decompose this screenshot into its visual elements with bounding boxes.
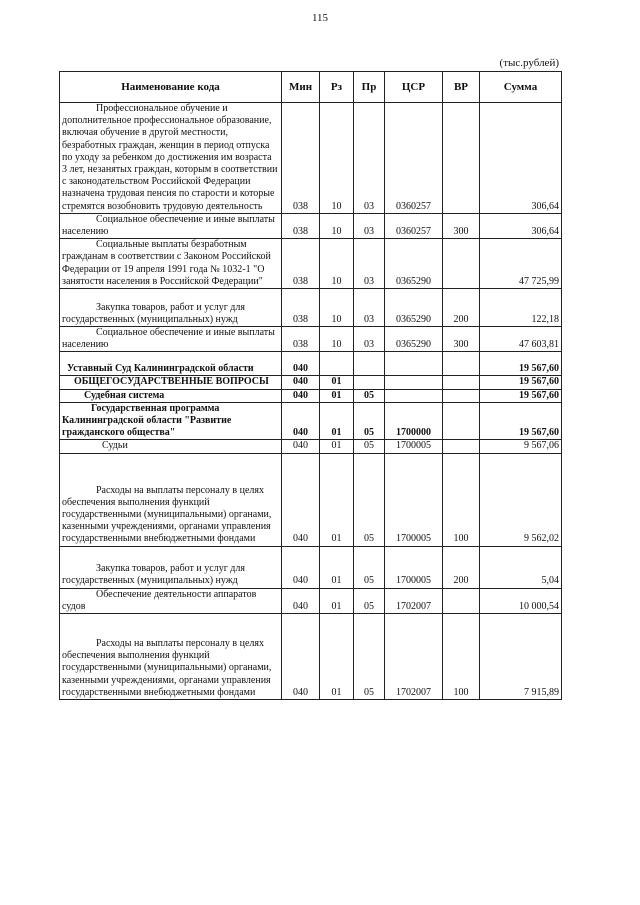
row-rz: 01 [320,440,354,453]
header-name: Наименование кода [60,72,282,103]
row-pr: 05 [354,389,385,402]
row-vr [443,402,480,440]
row-min: 040 [282,376,320,389]
row-vr: 200 [443,546,480,588]
row-pr: 05 [354,588,385,613]
row-csr: 0365290 [385,327,443,352]
row-pr: 03 [354,213,385,238]
row-sum: 306,64 [480,103,562,214]
row-pr: 05 [354,402,385,440]
row-vr: 300 [443,213,480,238]
row-pr: 03 [354,289,385,327]
row-min: 038 [282,289,320,327]
table-row [60,376,562,389]
row-min: 040 [282,440,320,453]
row-sum: 7 915,89 [480,614,562,700]
row-rz: 01 [320,376,354,389]
row-vr [443,588,480,613]
row-min: 040 [282,588,320,613]
row-min: 038 [282,327,320,352]
row-vr: 300 [443,327,480,352]
row-pr [354,352,385,376]
row-rz: 01 [320,546,354,588]
row-rz: 10 [320,327,354,352]
row-min: 040 [282,614,320,700]
row-csr: 0365290 [385,239,443,289]
row-sum: 306,64 [480,213,562,238]
row-sum: 19 567,60 [480,389,562,402]
row-name: Обеспечение деятельности аппаратов судов [60,588,282,613]
row-csr: 1702007 [385,588,443,613]
row-min: 038 [282,213,320,238]
table-row [60,614,562,700]
row-name: Судебная система [60,389,282,402]
row-name: Расходы на выплаты персоналу в целях обеспечения выполнения функций государственными (муниципальными) органами, казенными учреждениями, органами управления государственными внебюджетными фондами [60,614,282,700]
row-pr: 05 [354,453,385,546]
units-label: (тыс.рублей) [499,57,559,69]
row-min: 038 [282,239,320,289]
header-vr: ВР [443,72,480,103]
row-min: 040 [282,402,320,440]
table-row [60,327,562,352]
row-pr [354,376,385,389]
row-pr: 03 [354,239,385,289]
row-sum: 19 567,60 [480,376,562,389]
row-rz: 01 [320,389,354,402]
table-row [60,103,562,214]
table-row [60,239,562,289]
page-number: 115 [311,12,329,24]
header-csr: ЦСР [385,72,443,103]
header-rz: Рз [320,72,354,103]
row-name: Государственная программа Калининградской области "Развитие гражданского общества" [60,402,282,440]
row-min: 040 [282,453,320,546]
table-row [60,213,562,238]
row-name: Социальные выплаты безработным гражданам в соответствии с Законом Российской Федерации от 19 апреля 1991 года № 1032-1 "О занятости населения в Российской Федерации" [60,239,282,289]
row-vr [443,389,480,402]
row-csr: 0360257 [385,103,443,214]
table-row [60,546,562,588]
row-vr [443,103,480,214]
row-csr [385,389,443,402]
row-rz: 01 [320,453,354,546]
row-min: 040 [282,389,320,402]
row-rz: 10 [320,213,354,238]
budget-table [59,71,562,700]
row-vr: 200 [443,289,480,327]
row-sum: 19 567,60 [480,402,562,440]
row-name: Социальное обеспечение и иные выплаты населению [60,327,282,352]
row-csr [385,376,443,389]
row-min: 038 [282,103,320,214]
row-sum: 122,18 [480,289,562,327]
row-vr [443,440,480,453]
row-name: Судьи [60,440,282,453]
row-rz: 01 [320,588,354,613]
header-pr: Пр [354,72,385,103]
row-name: ОБЩЕГОСУДАРСТВЕННЫЕ ВОПРОСЫ [60,376,282,389]
table-row [60,440,562,453]
row-min: 040 [282,352,320,376]
row-csr: 1700000 [385,402,443,440]
row-rz: 10 [320,103,354,214]
row-min: 040 [282,546,320,588]
row-sum: 10 000,54 [480,588,562,613]
row-rz: 10 [320,239,354,289]
row-vr: 100 [443,453,480,546]
row-name: Закупка товаров, работ и услуг для государственных (муниципальных) нужд [60,289,282,327]
row-rz: 01 [320,614,354,700]
row-sum: 19 567,60 [480,352,562,376]
header-min: Мин [282,72,320,103]
row-csr: 0360257 [385,213,443,238]
header-row [60,72,562,103]
row-pr: 03 [354,103,385,214]
table-row [60,289,562,327]
table-row [60,453,562,546]
row-sum: 9 562,02 [480,453,562,546]
row-vr [443,239,480,289]
table-row [60,588,562,613]
row-name: Профессиональное обучение и дополнительное профессиональное образование, включая обучение в другой местности, безработных граждан, женщин в период отпуска по уходу за ребенком до достижения им возраста 3 лет, незанятых граждан, которым в соответствии с законодательством Российской Федерации назначена трудовая пенсия по старости и которые стремятся возобновить трудовую деятельность [60,103,282,214]
row-csr: 0365290 [385,289,443,327]
row-vr [443,376,480,389]
row-rz: 10 [320,289,354,327]
row-rz: 01 [320,402,354,440]
row-csr [385,352,443,376]
row-pr: 05 [354,440,385,453]
row-rz [320,352,354,376]
row-pr: 05 [354,614,385,700]
table-row [60,352,562,376]
table-row [60,389,562,402]
row-name: Социальное обеспечение и иные выплаты населению [60,213,282,238]
table-row [60,402,562,440]
row-csr: 1702007 [385,614,443,700]
row-name: Закупка товаров, работ и услуг для государственных (муниципальных) нужд [60,546,282,588]
row-name: Уставный Суд Калининградской области [60,352,282,376]
row-vr [443,352,480,376]
header-sum: Сумма [480,72,562,103]
row-csr: 1700005 [385,453,443,546]
row-pr: 03 [354,327,385,352]
row-vr: 100 [443,614,480,700]
row-csr: 1700005 [385,440,443,453]
row-sum: 47 725,99 [480,239,562,289]
row-sum: 5,04 [480,546,562,588]
row-csr: 1700005 [385,546,443,588]
row-name: Расходы на выплаты персоналу в целях обеспечения выполнения функций государственными (муниципальными) органами, казенными учреждениями, органами управления государственными внебюджетными фондами [60,453,282,546]
row-pr: 05 [354,546,385,588]
row-sum: 47 603,81 [480,327,562,352]
row-sum: 9 567,06 [480,440,562,453]
